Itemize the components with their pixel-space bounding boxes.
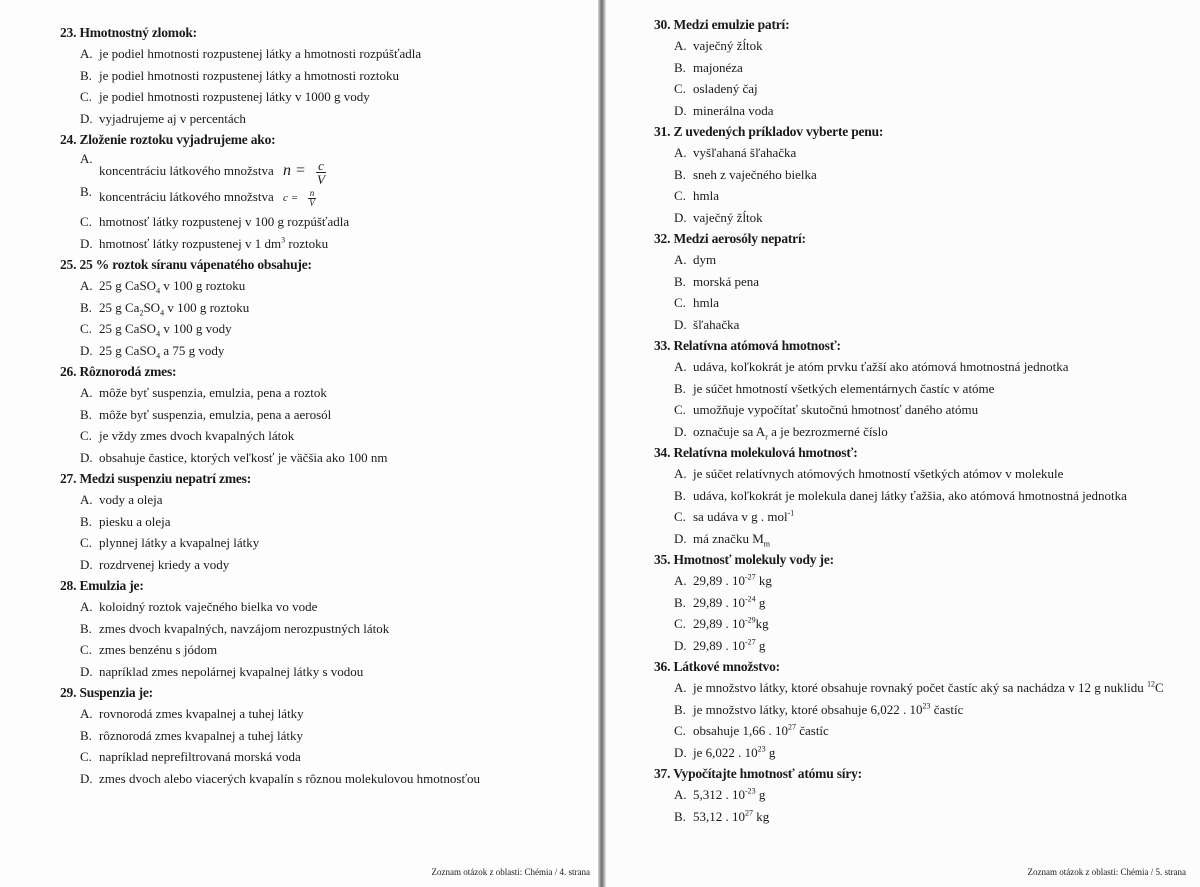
option-letter: D. xyxy=(80,663,93,679)
option-text: minerálna voda xyxy=(693,102,774,118)
option-a xyxy=(60,43,590,65)
text-part: 29,89 . 10 xyxy=(693,573,745,588)
option-b xyxy=(60,297,590,319)
question-title: 23. Hmotnostný zlomok: xyxy=(60,25,197,40)
question-30 xyxy=(654,14,1190,121)
option-text: zmes dvoch kvapalných, navzájom nerozpustných látok xyxy=(99,620,390,636)
option-letter: A. xyxy=(80,46,93,61)
option-text: je súčet hmotností všetkých elementárnych častíc v atóme xyxy=(693,380,995,396)
text-part: 53,12 . 10 xyxy=(693,808,745,824)
option-text xyxy=(99,150,327,187)
text-part: C xyxy=(1155,680,1164,695)
question-title: 35. Hmotnosť molekuly vody je: xyxy=(654,552,834,567)
option-c xyxy=(60,318,590,340)
option-letter: B. xyxy=(674,594,686,610)
subscript: 4 xyxy=(160,308,165,318)
option-d xyxy=(654,314,1190,336)
question-29 xyxy=(60,682,590,789)
option-text xyxy=(693,677,1164,699)
option-letter: B. xyxy=(80,184,92,199)
text-part: kg xyxy=(755,616,769,631)
text-part: g xyxy=(755,594,766,610)
text-part: hmotnosť látky rozpustenej v 1 dm xyxy=(99,235,282,251)
option-b xyxy=(654,57,1190,79)
question-37 xyxy=(654,763,1190,827)
question-36 xyxy=(654,656,1190,763)
fraction xyxy=(315,159,327,186)
option-text: rozdrvenej kriedy a vody xyxy=(99,556,230,572)
option-text: hmla xyxy=(693,188,719,203)
option-letter: C. xyxy=(80,642,92,657)
text-part: častíc xyxy=(930,701,964,717)
question-title: 30. Medzi emulzie patrí: xyxy=(654,17,790,32)
right-page xyxy=(606,0,1200,887)
book-gutter xyxy=(598,0,606,887)
text-part: roztoku xyxy=(285,235,329,251)
superscript: 27 xyxy=(787,722,796,732)
text-part: má značku M xyxy=(693,530,764,546)
option-d xyxy=(654,635,1190,657)
option-text: zmes dvoch alebo viacerých kvapalín s rôznou molekulovou hmotnosťou xyxy=(99,770,481,786)
formula-lhs: n = xyxy=(282,162,306,179)
option-text xyxy=(693,570,772,592)
question-title: 24. Zloženie roztoku vyjadrujeme ako: xyxy=(60,132,276,147)
option-label: koncentráciu látkového množstva xyxy=(99,189,274,204)
option-c xyxy=(60,639,590,661)
option-text xyxy=(99,233,328,255)
option-b xyxy=(60,511,590,533)
question-34 xyxy=(654,442,1190,549)
text-part: je množstvo látky, ktoré obsahuje rovnaký počet častíc aký sa nachádza v 12 g nuklidu xyxy=(693,680,1148,695)
option-text: hmla xyxy=(693,295,719,310)
option-c xyxy=(654,292,1190,314)
option-letter: A. xyxy=(80,278,93,293)
option-text: napríklad neprefiltrovaná morská voda xyxy=(99,749,301,764)
option-d xyxy=(60,661,590,683)
option-text: je podiel hmotnosti rozpustenej látky a hmotnosti rozpúšťadla xyxy=(99,46,422,61)
page-footer: Zoznam otázok z oblasti: Chémia / 5. strana xyxy=(1027,867,1186,877)
option-a xyxy=(654,356,1190,378)
option-d xyxy=(654,100,1190,122)
option-d xyxy=(60,108,590,130)
text-part: označuje sa A xyxy=(693,423,766,439)
option-text xyxy=(693,635,765,657)
option-letter: D. xyxy=(674,209,687,225)
subscript: 2 xyxy=(139,308,144,318)
option-b xyxy=(60,183,590,211)
option-letter: D. xyxy=(80,110,93,126)
option-text: vaječný žĺtok xyxy=(693,209,763,225)
option-text xyxy=(693,720,829,742)
option-text: hmotnosť látky rozpustenej v 100 g rozpúšťadla xyxy=(99,214,350,229)
option-letter: A. xyxy=(80,151,93,166)
option-d xyxy=(60,768,590,790)
question-27 xyxy=(60,468,590,575)
question-title: 25. 25 % roztok síranu vápenatého obsahuje: xyxy=(60,257,312,272)
option-letter: C. xyxy=(80,428,92,443)
option-b xyxy=(654,806,1190,828)
option-a xyxy=(60,382,590,404)
option-text: je podiel hmotnosti rozpustenej látky a hmotnosti roztoku xyxy=(99,67,400,83)
option-letter: A. xyxy=(674,680,687,695)
question-title: 34. Relatívna molekulová hmotnosť: xyxy=(654,445,858,460)
text-part: častíc xyxy=(795,723,829,738)
subscript: 4 xyxy=(156,329,161,339)
option-b xyxy=(654,164,1190,186)
option-text xyxy=(99,183,317,212)
question-title: 37. Vypočítajte hmotnosť atómu síry: xyxy=(654,766,862,781)
option-letter: C. xyxy=(674,81,686,96)
formula-lhs: c = xyxy=(282,192,299,204)
subscript: 4 xyxy=(156,286,161,296)
option-c xyxy=(654,613,1190,635)
option-letter: A. xyxy=(80,492,93,507)
question-35 xyxy=(654,549,1190,656)
option-letter: D. xyxy=(80,449,93,465)
option-letter: A. xyxy=(674,466,687,481)
option-letter: B. xyxy=(80,67,92,83)
option-b xyxy=(654,592,1190,614)
option-text xyxy=(99,318,232,340)
option-a xyxy=(654,677,1190,699)
option-text: morská pena xyxy=(693,273,760,289)
option-letter: A. xyxy=(674,252,687,267)
text-part: 25 g CaSO xyxy=(99,278,157,293)
option-a xyxy=(654,35,1190,57)
option-d xyxy=(654,421,1190,443)
question-title: 32. Medzi aerosóly nepatrí: xyxy=(654,231,806,246)
option-text xyxy=(693,592,765,614)
option-c xyxy=(654,185,1190,207)
option-letter: C. xyxy=(80,535,92,550)
option-b xyxy=(654,485,1190,507)
option-text: udáva, koľkokrát je atóm prvku ťažší ako atómová hmotnostná jednotka xyxy=(693,359,1069,374)
option-text: koloidný roztok vaječného bielka vo vode xyxy=(99,599,318,614)
option-d xyxy=(654,207,1190,229)
option-letter: B. xyxy=(80,727,92,743)
text-part: kg xyxy=(755,573,772,588)
option-text xyxy=(693,742,775,764)
option-a xyxy=(654,142,1190,164)
option-letter: C. xyxy=(80,321,92,336)
option-text: je súčet relatívnych atómových hmotností všetkých atómov v molekule xyxy=(693,466,1064,481)
option-text xyxy=(693,528,770,550)
option-a xyxy=(654,249,1190,271)
option-text: môže byť suspenzia, emulzia, pena a roztok xyxy=(99,385,327,400)
option-text: piesku a oleja xyxy=(99,513,171,529)
option-letter: A. xyxy=(674,145,687,160)
text-part: 29,89 . 10 xyxy=(693,637,745,653)
option-letter: A. xyxy=(674,38,687,53)
option-text xyxy=(99,297,249,319)
option-b xyxy=(654,378,1190,400)
option-letter: B. xyxy=(674,808,686,824)
option-c xyxy=(654,399,1190,421)
option-letter: B. xyxy=(80,406,92,422)
option-letter: B. xyxy=(80,513,92,529)
text-part: a 75 g vody xyxy=(160,342,225,358)
option-text xyxy=(693,784,765,806)
option-d xyxy=(60,233,590,255)
option-text xyxy=(99,275,245,297)
option-letter: B. xyxy=(674,166,686,182)
text-part: 25 g Ca xyxy=(99,299,140,315)
option-text: plynnej látky a kvapalnej látky xyxy=(99,535,260,550)
option-letter: D. xyxy=(674,316,687,332)
option-d xyxy=(60,554,590,576)
option-letter: A. xyxy=(674,573,687,588)
option-c xyxy=(60,86,590,108)
option-letter: B. xyxy=(674,273,686,289)
question-title: 36. Látkové množstvo: xyxy=(654,659,780,674)
option-letter: D. xyxy=(80,556,93,572)
option-text: zmes benzénu s jódom xyxy=(99,642,218,657)
superscript: -1 xyxy=(787,508,795,518)
option-text xyxy=(693,613,769,635)
fraction-numerator: c xyxy=(318,157,324,173)
option-letter: A. xyxy=(80,385,93,400)
superscript: 3 xyxy=(281,235,286,245)
option-a xyxy=(654,463,1190,485)
superscript: -29 xyxy=(745,615,756,625)
option-letter: D. xyxy=(674,530,687,546)
option-text: napríklad zmes nepolárnej kvapalnej látky s vodou xyxy=(99,663,364,679)
option-a xyxy=(60,150,590,187)
option-letter: B. xyxy=(80,299,92,315)
question-32 xyxy=(654,228,1190,335)
text-part: g xyxy=(755,637,766,653)
text-part: v 100 g roztoku xyxy=(164,299,250,315)
text-part: 29,89 . 10 xyxy=(693,594,745,610)
option-a xyxy=(654,784,1190,806)
option-b xyxy=(60,404,590,426)
option-b xyxy=(60,65,590,87)
option-letter: C. xyxy=(674,295,686,310)
option-c xyxy=(654,78,1190,100)
option-letter: D. xyxy=(674,102,687,118)
option-a xyxy=(60,489,590,511)
option-c xyxy=(654,720,1190,742)
text-part: 29,89 . 10 xyxy=(693,616,745,631)
text-part: kg xyxy=(753,808,770,824)
option-text: sneh z vaječného bielka xyxy=(693,166,817,182)
option-text xyxy=(693,421,888,443)
option-d xyxy=(654,528,1190,550)
option-letter: C. xyxy=(674,402,686,417)
option-letter: B. xyxy=(674,487,686,503)
superscript: 27 xyxy=(745,808,753,818)
option-text: rovnorodá zmes kvapalnej a tuhej látky xyxy=(99,706,304,721)
option-letter: C. xyxy=(674,509,686,524)
question-title: 29. Suspenzia je: xyxy=(60,685,153,700)
option-a xyxy=(60,275,590,297)
option-text: vyjadrujeme aj v percentách xyxy=(99,110,246,126)
text-part: 25 g CaSO xyxy=(99,321,157,336)
option-d xyxy=(60,447,590,469)
option-letter: B. xyxy=(674,701,686,717)
option-text xyxy=(693,699,963,721)
text-part: je množstvo látky, ktoré obsahuje 6,022 . 10 xyxy=(693,701,923,717)
option-letter: A. xyxy=(80,706,93,721)
option-c xyxy=(60,211,590,233)
option-letter: D. xyxy=(80,770,93,786)
option-letter: C. xyxy=(80,214,92,229)
option-letter: D. xyxy=(80,342,93,358)
option-d xyxy=(654,742,1190,764)
option-c xyxy=(60,746,590,768)
fraction xyxy=(307,189,317,208)
superscript: -24 xyxy=(745,594,756,604)
option-text: majonéza xyxy=(693,59,743,75)
option-letter: C. xyxy=(674,616,686,631)
option-d xyxy=(60,340,590,362)
option-a xyxy=(60,596,590,618)
option-letter: D. xyxy=(80,235,93,251)
option-text: dym xyxy=(693,252,717,267)
option-letter: A. xyxy=(674,787,687,802)
superscript: -27 xyxy=(745,572,756,582)
question-25 xyxy=(60,254,590,361)
text-part: v 100 g vody xyxy=(160,321,232,336)
question-title: 26. Rôznorodá zmes: xyxy=(60,364,177,379)
option-b xyxy=(654,271,1190,293)
option-label: koncentráciu látkového množstva xyxy=(99,163,274,178)
option-text: šľahačka xyxy=(693,316,740,332)
option-letter: C. xyxy=(674,188,686,203)
option-letter: D. xyxy=(674,744,687,760)
text-part: g xyxy=(765,744,776,760)
text-part: 5,312 . 10 xyxy=(693,787,745,802)
option-text: osladený čaj xyxy=(693,81,758,96)
subscript: m xyxy=(763,539,770,549)
question-title: 33. Relatívna atómová hmotnosť: xyxy=(654,338,841,353)
option-letter: A. xyxy=(674,359,687,374)
option-text: udáva, koľkokrát je molekula danej látky ťažšia, ako atómová hmotnostná jednotka xyxy=(693,487,1127,503)
option-b xyxy=(654,699,1190,721)
text-part: v 100 g roztoku xyxy=(160,278,246,293)
question-26 xyxy=(60,361,590,468)
question-28 xyxy=(60,575,590,682)
option-a xyxy=(654,570,1190,592)
text-part: sa udáva v g . mol xyxy=(693,509,788,524)
subscript: r xyxy=(765,432,768,442)
option-text xyxy=(693,806,769,828)
option-letter: B. xyxy=(80,620,92,636)
superscript: -23 xyxy=(745,786,756,796)
option-text xyxy=(99,340,224,362)
option-letter: B. xyxy=(674,380,686,396)
superscript: 12 xyxy=(1147,679,1156,689)
option-letter: D. xyxy=(674,637,687,653)
option-c xyxy=(60,532,590,554)
text-part: obsahuje 1,66 . 10 xyxy=(693,723,788,738)
option-letter: C. xyxy=(80,89,92,104)
option-text: obsahuje častice, ktorých veľkosť je väčšia ako 100 nm xyxy=(99,449,388,465)
question-33 xyxy=(654,335,1190,442)
superscript: 23 xyxy=(757,744,766,754)
option-letter: B. xyxy=(674,59,686,75)
option-text xyxy=(693,506,794,528)
subscript: 4 xyxy=(156,351,161,361)
option-letter: A. xyxy=(80,599,93,614)
text-part: SO xyxy=(143,299,161,315)
fraction-denominator: V xyxy=(309,197,315,208)
text-part: a je bezrozmerné číslo xyxy=(767,423,888,439)
option-letter: D. xyxy=(674,423,687,439)
text-part: je 6,022 . 10 xyxy=(693,744,758,760)
option-text: vyšľahaná šľahačka xyxy=(693,145,797,160)
option-c xyxy=(60,425,590,447)
question-23 xyxy=(60,22,590,129)
question-24 xyxy=(60,129,590,254)
text-part: 25 g CaSO xyxy=(99,342,157,358)
text-part: g xyxy=(755,787,766,802)
option-text: vaječný žĺtok xyxy=(693,38,763,53)
option-c xyxy=(654,506,1190,528)
option-text: môže byť suspenzia, emulzia, pena a aerosól xyxy=(99,406,332,422)
option-text: vody a oleja xyxy=(99,492,163,507)
question-title: 27. Medzi suspenziu nepatrí zmes: xyxy=(60,471,252,486)
option-letter: C. xyxy=(80,749,92,764)
fraction-numerator: n xyxy=(309,187,315,198)
fraction-denominator: V xyxy=(317,171,325,187)
superscript: -27 xyxy=(745,637,756,647)
option-a xyxy=(60,703,590,725)
superscript: 23 xyxy=(922,701,931,711)
question-title: 31. Z uvedených príkladov vyberte penu: xyxy=(654,124,884,139)
option-text: je vždy zmes dvoch kvapalných látok xyxy=(99,428,295,443)
option-text: umožňuje vypočítať skutočnú hmotnosť daného atómu xyxy=(693,402,979,417)
page-footer: Zoznam otázok z oblasti: Chémia / 4. strana xyxy=(431,867,590,877)
option-letter: C. xyxy=(674,723,686,738)
option-text: je podiel hmotnosti rozpustenej látky v 1000 g vody xyxy=(99,89,370,104)
option-b xyxy=(60,618,590,640)
option-text: rôznorodá zmes kvapalnej a tuhej látky xyxy=(99,727,303,743)
question-31 xyxy=(654,121,1190,228)
option-b xyxy=(60,725,590,747)
question-title: 28. Emulzia je: xyxy=(60,578,144,593)
